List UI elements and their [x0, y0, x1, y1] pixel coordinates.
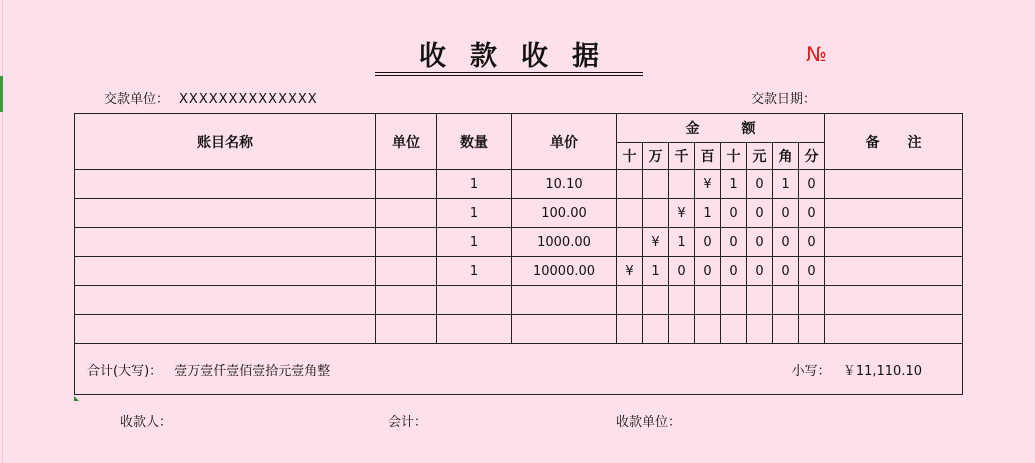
footer-payee-unit: 收款单位： — [616, 415, 682, 430]
cell-digit[interactable]: 0 — [799, 170, 825, 199]
cell-digit[interactable]: 0 — [799, 257, 825, 286]
cell-digit[interactable] — [747, 286, 773, 315]
cell-digit[interactable]: 0 — [747, 199, 773, 228]
payer-label: 交款单位： — [104, 92, 170, 107]
header-digit: 十 — [721, 143, 747, 170]
cell-digit[interactable] — [773, 286, 799, 315]
cell-digit[interactable] — [799, 315, 825, 344]
cell-digit[interactable] — [643, 199, 669, 228]
cell-price[interactable]: 10000.00 — [512, 257, 617, 286]
footer-accountant: 会计： — [388, 415, 428, 430]
table-row — [75, 315, 963, 344]
date-label: 交款日期： — [751, 92, 817, 107]
cell-digit[interactable]: 0 — [799, 199, 825, 228]
cell-price[interactable] — [512, 315, 617, 344]
header-account: 账目名称 — [75, 114, 376, 170]
cell-qty[interactable] — [437, 286, 512, 315]
cell-digit[interactable]: 1 — [669, 228, 695, 257]
cell-account[interactable] — [75, 170, 376, 199]
cell-note[interactable] — [825, 315, 963, 344]
cell-digit[interactable] — [799, 286, 825, 315]
cell-digit[interactable] — [669, 286, 695, 315]
cell-digit[interactable]: ¥ — [669, 199, 695, 228]
cell-digit[interactable] — [695, 286, 721, 315]
cell-digit[interactable] — [695, 315, 721, 344]
total-lower-label: 小写： — [791, 363, 831, 379]
cell-digit[interactable]: 0 — [695, 228, 721, 257]
cell-digit[interactable]: 0 — [721, 228, 747, 257]
cell-qty[interactable]: 1 — [437, 199, 512, 228]
cell-digit[interactable]: 0 — [721, 199, 747, 228]
header-digit: 万 — [643, 143, 669, 170]
cell-digit[interactable]: 0 — [747, 257, 773, 286]
cell-digit[interactable] — [721, 286, 747, 315]
cell-digit[interactable] — [617, 228, 643, 257]
cell-digit[interactable] — [721, 315, 747, 344]
cell-digit[interactable]: ¥ — [643, 228, 669, 257]
table-row — [75, 257, 963, 286]
cell-digit[interactable]: 0 — [747, 170, 773, 199]
cell-unit[interactable] — [376, 315, 437, 344]
header-digit: 百 — [695, 143, 721, 170]
cell-digit[interactable] — [669, 315, 695, 344]
number-symbol: № — [806, 42, 827, 66]
cell-unit[interactable] — [376, 228, 437, 257]
table-row — [75, 286, 963, 315]
row-selection-marker — [0, 76, 3, 112]
table-row — [75, 170, 963, 199]
cell-digit[interactable]: 0 — [669, 257, 695, 286]
header-note: 备 注 — [825, 114, 963, 170]
cell-digit[interactable]: 0 — [747, 228, 773, 257]
cell-digit[interactable] — [643, 315, 669, 344]
cell-digit[interactable] — [669, 170, 695, 199]
receipt-table — [74, 113, 963, 395]
header-amount: 金 额 — [617, 114, 825, 143]
cell-note[interactable] — [825, 257, 963, 286]
header-digit: 十 — [617, 143, 643, 170]
header-digit: 角 — [773, 143, 799, 170]
cell-digit[interactable] — [617, 315, 643, 344]
header-unit: 单位 — [376, 114, 437, 170]
cell-digit[interactable] — [617, 170, 643, 199]
cell-note[interactable] — [825, 228, 963, 257]
title-underline — [375, 72, 643, 73]
cell-qty[interactable]: 1 — [437, 257, 512, 286]
table-row — [75, 228, 963, 257]
cell-unit[interactable] — [376, 199, 437, 228]
cell-digit[interactable]: ¥ — [695, 170, 721, 199]
cell-digit[interactable] — [643, 286, 669, 315]
receipt-title: 收款收据 — [419, 41, 623, 72]
cell-note[interactable] — [825, 170, 963, 199]
date-field — [751, 88, 816, 107]
cell-account[interactable] — [75, 315, 376, 344]
cell-digit[interactable]: ¥ — [617, 257, 643, 286]
cell-qty[interactable] — [437, 315, 512, 344]
cell-unit[interactable] — [376, 257, 437, 286]
cell-digit[interactable]: 1 — [721, 170, 747, 199]
cell-digit[interactable]: 1 — [773, 170, 799, 199]
total-upper — [87, 360, 330, 379]
table-row — [75, 199, 963, 228]
cell-digit[interactable]: 1 — [643, 257, 669, 286]
cell-note[interactable] — [825, 286, 963, 315]
cell-account[interactable] — [75, 286, 376, 315]
cell-digit[interactable]: 0 — [695, 257, 721, 286]
cell-digit[interactable] — [617, 286, 643, 315]
payer-value[interactable]: XXXXXXXXXXXXXX — [179, 92, 318, 107]
cell-qty[interactable]: 1 — [437, 228, 512, 257]
total-lower-value[interactable]: ￥11,110.10 — [842, 363, 922, 379]
header-qty: 数量 — [437, 114, 512, 170]
cell-digit[interactable]: 0 — [773, 257, 799, 286]
cell-unit[interactable] — [376, 286, 437, 315]
cell-digit[interactable] — [747, 315, 773, 344]
cell-account[interactable] — [75, 228, 376, 257]
cell-digit[interactable]: 0 — [721, 257, 747, 286]
payer-field — [104, 88, 318, 107]
header-price: 单价 — [512, 114, 617, 170]
cell-price[interactable]: 1000.00 — [512, 228, 617, 257]
header-digit: 元 — [747, 143, 773, 170]
cell-digit[interactable]: 0 — [799, 228, 825, 257]
sheet-gridline — [2, 0, 3, 463]
cell-price[interactable]: 100.00 — [512, 199, 617, 228]
cell-note[interactable] — [825, 199, 963, 228]
title-underline — [375, 75, 643, 76]
cell-digit[interactable] — [773, 315, 799, 344]
total-lower — [792, 360, 922, 379]
cell-qty[interactable]: 1 — [437, 170, 512, 199]
cell-account[interactable] — [75, 257, 376, 286]
cell-digit[interactable] — [643, 170, 669, 199]
cell-digit[interactable]: 1 — [695, 199, 721, 228]
cell-digit[interactable] — [617, 199, 643, 228]
cell-unit[interactable] — [376, 170, 437, 199]
cell-digit[interactable]: 0 — [773, 228, 799, 257]
cell-digit[interactable]: 0 — [773, 199, 799, 228]
cell-price[interactable] — [512, 286, 617, 315]
footer-payee: 收款人： — [120, 415, 173, 430]
total-cell — [75, 344, 963, 395]
cell-price[interactable]: 10.10 — [512, 170, 617, 199]
header-digit: 分 — [799, 143, 825, 170]
cell-account[interactable] — [75, 199, 376, 228]
header-digit: 千 — [669, 143, 695, 170]
cell-comment-marker — [74, 396, 79, 401]
total-upper-label: 合计(大写)： — [87, 363, 163, 379]
total-upper-value[interactable]: 壹万壹仟壹佰壹拾元壹角整 — [174, 363, 331, 379]
